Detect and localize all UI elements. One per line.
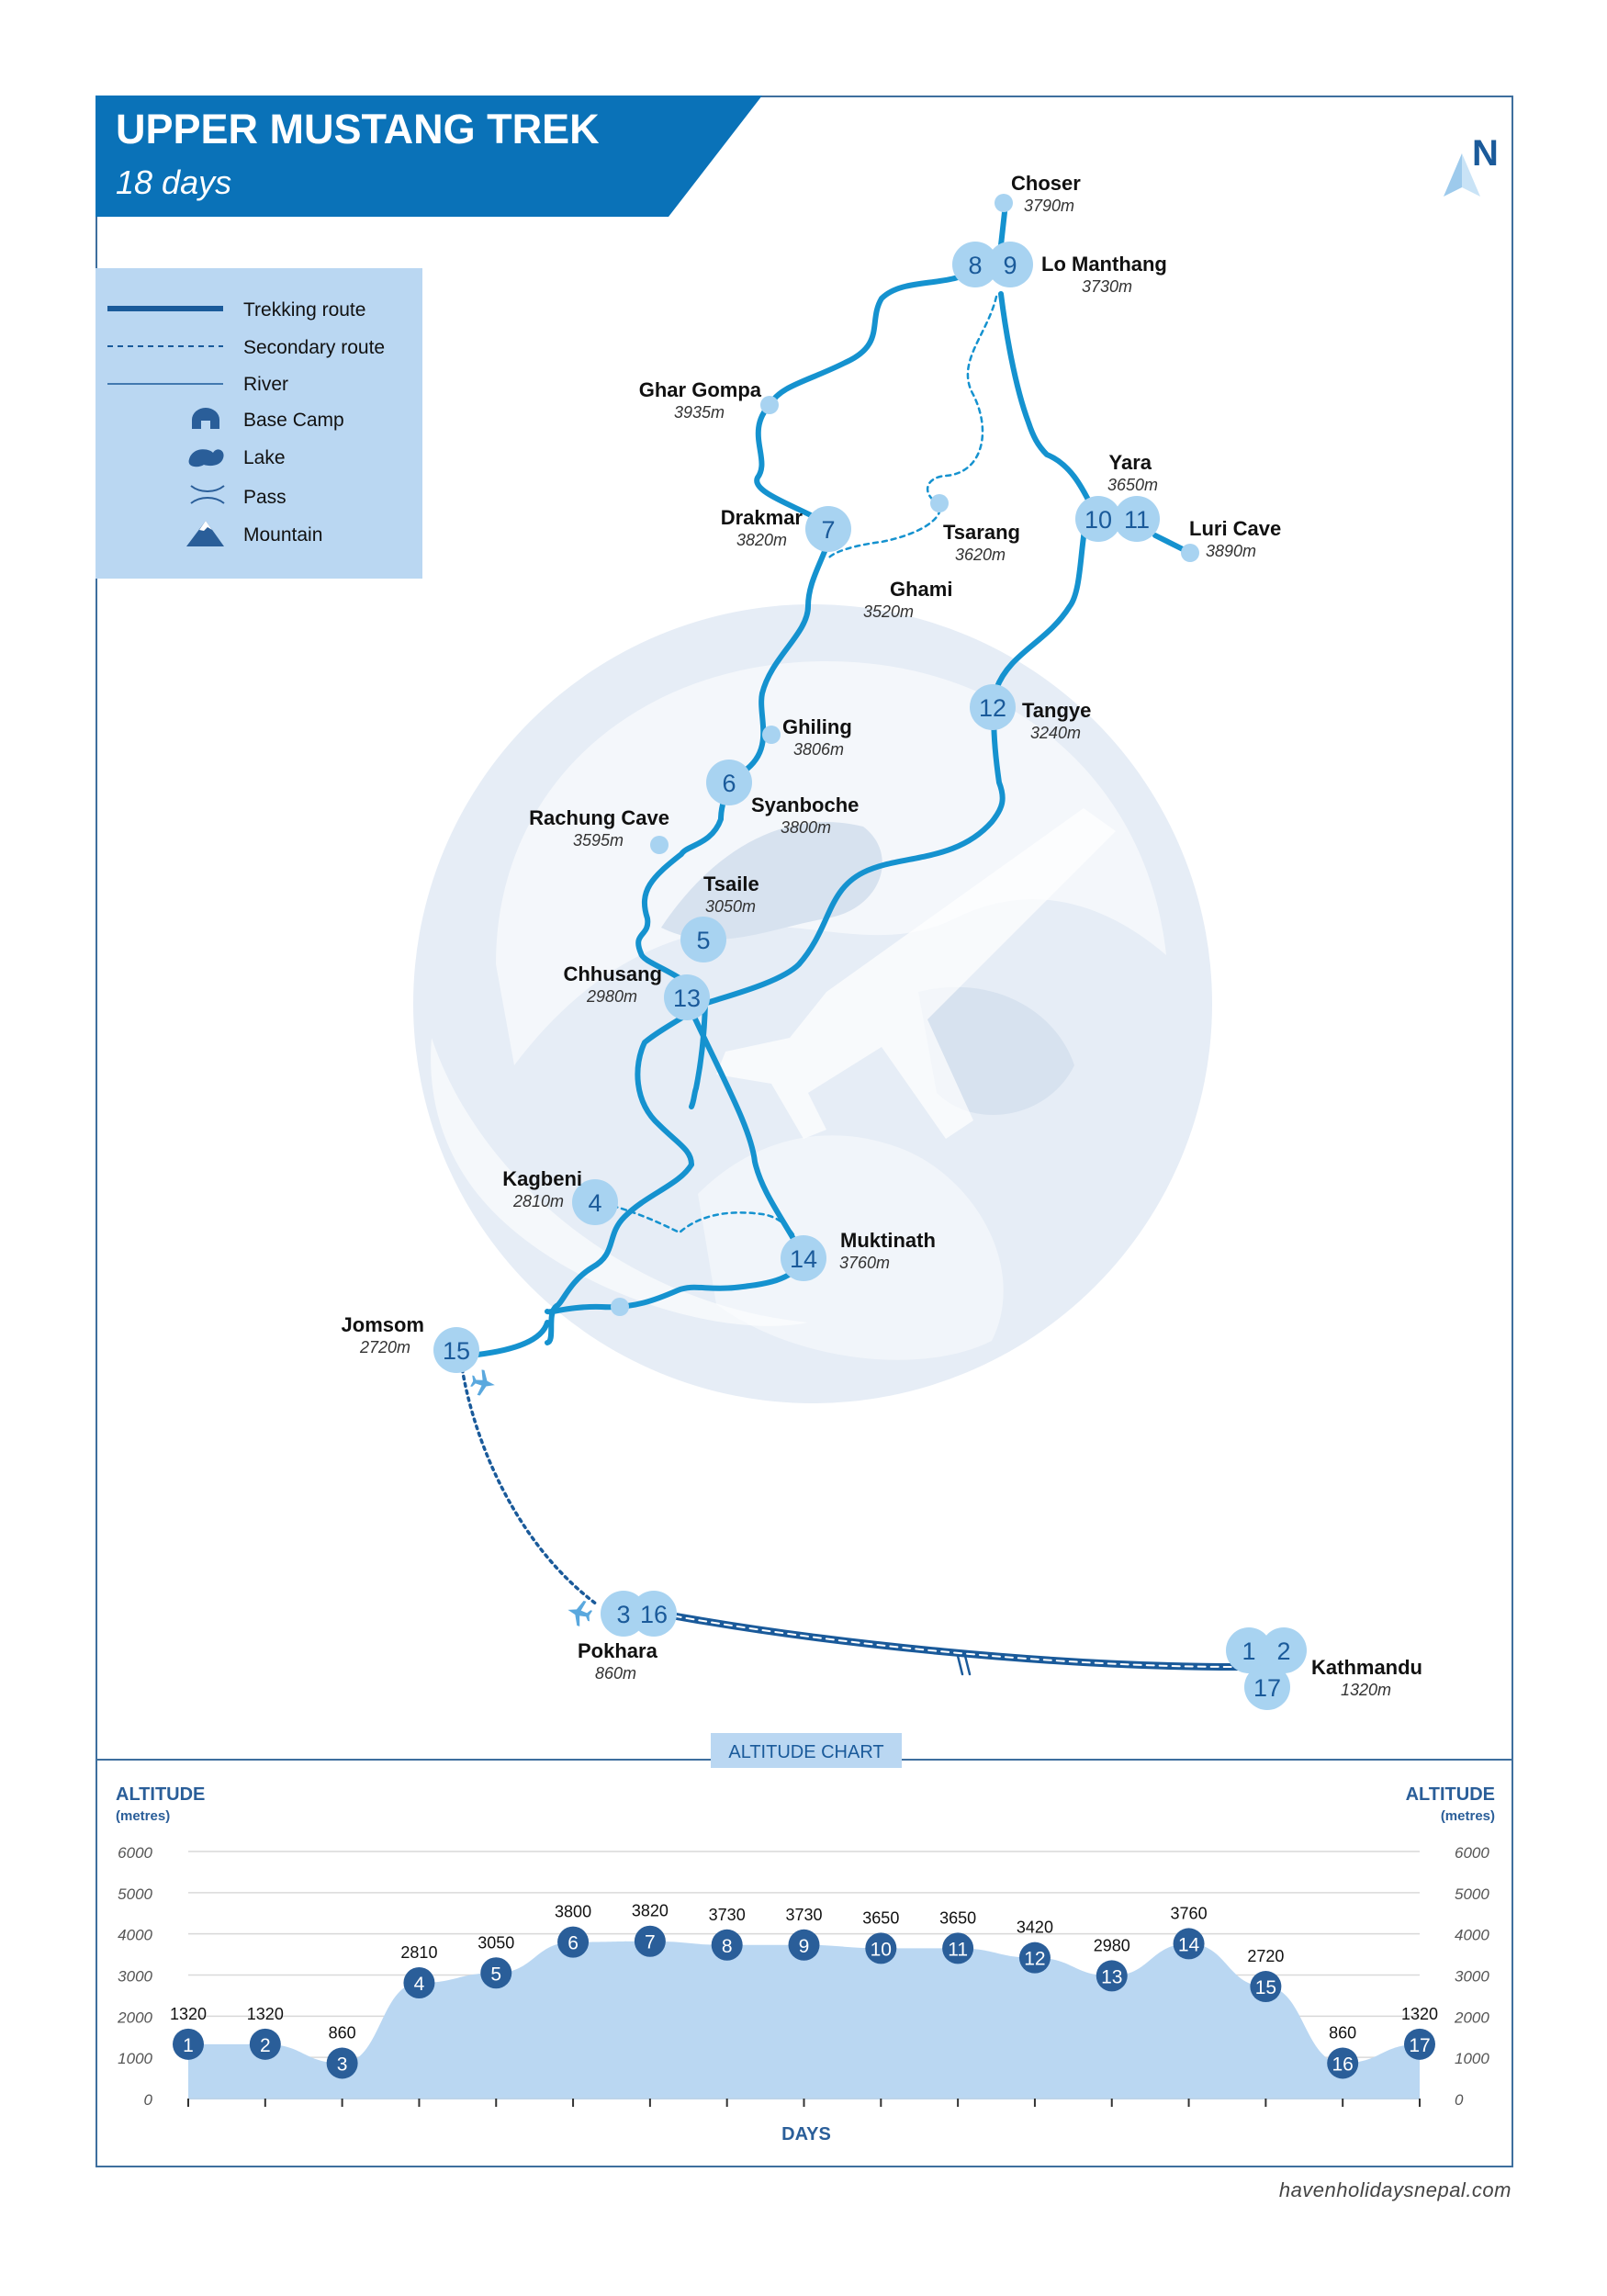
plane-icon-pokhara xyxy=(565,1597,594,1628)
header-banner xyxy=(96,96,762,217)
place-altitude-luri-cave: 3890m xyxy=(1206,542,1257,560)
day-marker-5: 5 xyxy=(696,927,711,954)
footer-website[interactable]: havenholidaysnepal.com xyxy=(1278,2178,1511,2201)
altitude-point-day-10: 10 xyxy=(870,1939,892,1961)
place-altitude-drakmar: 3820m xyxy=(736,531,787,549)
legend-label-secondary-route: Secondary route xyxy=(243,337,386,358)
place-altitude-muktinath: 3760m xyxy=(839,1254,891,1272)
place-name-syanboche: Syanboche xyxy=(751,793,860,816)
altitude-value-label-12: 3420 xyxy=(1016,1918,1053,1937)
place-altitude-yara: 3650m xyxy=(1107,476,1158,494)
y-tick-right-5000: 5000 xyxy=(1455,1885,1489,1903)
y-tick-left-5000: 5000 xyxy=(118,1885,152,1903)
y-tick-left-1000: 1000 xyxy=(118,2050,152,2068)
place-name-pokhara: Pokhara xyxy=(578,1639,657,1662)
legend xyxy=(96,268,422,579)
altitude-point-day-12: 12 xyxy=(1024,1948,1046,1970)
day-marker-13: 13 xyxy=(672,985,702,1012)
altitude-value-label-17: 1320 xyxy=(1400,2004,1439,2023)
trek-route-west-loop xyxy=(757,266,978,531)
altitude-point-day-2: 2 xyxy=(259,2034,271,2056)
road-break-mark xyxy=(958,1656,970,1674)
altitude-point-day-7: 7 xyxy=(645,1931,656,1953)
altitude-point-day-8: 8 xyxy=(721,1935,733,1957)
y-tick-left-6000: 6000 xyxy=(118,1844,152,1862)
place-name-yara: Yara xyxy=(1108,451,1152,474)
place-altitude-pokhara: 860m xyxy=(595,1664,637,1683)
compass xyxy=(1444,133,1499,197)
waypoint-river-crossing xyxy=(611,1298,629,1316)
altitude-chart-header xyxy=(96,1733,1513,1768)
altitude-value-label-7: 3820 xyxy=(631,1901,669,1920)
place-name-ghar-gompa: Ghar Gompa xyxy=(638,378,761,401)
altitude-chart-tab: ALTITUDE CHART xyxy=(728,1742,884,1762)
place-name-muktinath: Muktinath xyxy=(840,1229,936,1252)
flight-route xyxy=(459,1347,597,1604)
y-tick-right-6000: 6000 xyxy=(1455,1844,1489,1862)
day-marker-7: 7 xyxy=(821,516,836,544)
place-name-tangye: Tangye xyxy=(1022,699,1092,722)
altitude-value-label-3: 860 xyxy=(328,2023,356,2043)
altitude-value-label-5: 3050 xyxy=(478,1933,515,1953)
day-marker-9: 9 xyxy=(1003,252,1017,279)
legend-label-base-camp: Base Camp xyxy=(243,410,344,431)
place-name-rachung-cave: Rachung Cave xyxy=(529,806,669,829)
place-name-ghiling: Ghiling xyxy=(782,715,852,738)
y-axis-title-right: ALTITUDE xyxy=(1405,1784,1495,1805)
place-name-chhusang: Chhusang xyxy=(563,962,662,985)
altitude-value-label-2: 1320 xyxy=(246,2004,284,2023)
legend-label-mountain: Mountain xyxy=(243,524,323,546)
compass-north-label: N xyxy=(1472,133,1499,174)
altitude-point-day-1: 1 xyxy=(183,2034,194,2056)
legend-label-trekking-route: Trekking route xyxy=(243,299,366,321)
altitude-point-day-13: 13 xyxy=(1101,1966,1123,1988)
altitude-point-day-16: 16 xyxy=(1332,2054,1354,2076)
place-altitude-tsarang: 3620m xyxy=(955,546,1006,564)
y-axis-unit-left: (metres) xyxy=(116,1808,171,1824)
place-name-kathmandu: Kathmandu xyxy=(1311,1656,1422,1679)
altitude-value-label-11: 3650 xyxy=(939,1908,977,1928)
altitude-point-day-14: 14 xyxy=(1177,1934,1200,1956)
x-axis-label: DAYS xyxy=(781,2124,831,2144)
y-tick-left-0: 0 xyxy=(143,2091,152,2109)
place-altitude-lo-manthang: 3730m xyxy=(1082,277,1133,296)
place-altitude-chhusang: 2980m xyxy=(586,987,637,1006)
place-altitude-rachung-cave: 3595m xyxy=(572,831,624,850)
altitude-value-label-4: 2810 xyxy=(400,1943,438,1963)
day-marker-1: 1 xyxy=(1242,1638,1256,1665)
place-name-kagbeni: Kagbeni xyxy=(502,1167,582,1190)
waypoint-ghar-gompa xyxy=(760,396,779,414)
page-subtitle: 18 days xyxy=(116,163,232,201)
place-altitude-tangye: 3240m xyxy=(1030,724,1082,742)
y-tick-left-3000: 3000 xyxy=(118,1967,152,1986)
day-marker-3: 3 xyxy=(616,1601,631,1628)
y-tick-left-2000: 2000 xyxy=(118,2009,152,2027)
day-marker-8: 8 xyxy=(968,252,983,279)
road-pokhara-kathmandu xyxy=(661,1614,1238,1667)
altitude-point-day-5: 5 xyxy=(490,1964,502,1986)
place-altitude-tsaile: 3050m xyxy=(705,897,757,916)
place-name-choser: Choser xyxy=(1011,172,1081,195)
place-altitude-ghami: 3520m xyxy=(863,602,915,621)
place-altitude-syanboche: 3800m xyxy=(781,818,832,837)
place-altitude-choser: 3790m xyxy=(1023,197,1074,215)
altitude-point-day-11: 11 xyxy=(948,1939,969,1961)
altitude-point-day-3: 3 xyxy=(336,2054,348,2076)
place-name-drakmar: Drakmar xyxy=(720,506,803,529)
day-marker-14: 14 xyxy=(789,1245,818,1273)
trek-route-jomsom-end xyxy=(478,1322,547,1355)
day-marker-4: 4 xyxy=(588,1189,602,1217)
altitude-value-label-14: 3760 xyxy=(1170,1904,1208,1923)
waypoint-ghiling xyxy=(762,726,781,744)
road-center-dash xyxy=(661,1614,1238,1667)
y-tick-right-3000: 3000 xyxy=(1455,1967,1489,1986)
place-altitude-jomsom: 2720m xyxy=(359,1338,410,1356)
altitude-value-label-6: 3800 xyxy=(555,1902,592,1921)
day-marker-10: 10 xyxy=(1084,506,1113,534)
day-marker-16: 16 xyxy=(639,1601,669,1628)
waypoint-tsarang xyxy=(930,494,949,512)
altitude-point-day-15: 15 xyxy=(1254,1977,1277,1999)
waypoint-choser xyxy=(995,194,1013,212)
altitude-area xyxy=(188,1941,1420,2099)
altitude-value-label-8: 3730 xyxy=(708,1905,746,1924)
legend-label-pass: Pass xyxy=(243,487,287,508)
legend-label-lake: Lake xyxy=(243,447,286,468)
place-altitude-ghar-gompa: 3935m xyxy=(673,403,725,422)
place-name-luri-cave: Luri Cave xyxy=(1189,517,1282,540)
y-tick-right-0: 0 xyxy=(1455,2091,1464,2109)
altitude-value-label-16: 860 xyxy=(1329,2023,1357,2043)
altitude-point-day-17: 17 xyxy=(1409,2034,1431,2056)
place-name-jomsom: Jomsom xyxy=(341,1313,424,1336)
place-altitude-ghiling: 3806m xyxy=(793,740,845,759)
place-name-lo-manthang: Lo Manthang xyxy=(1041,253,1167,276)
place-altitude-kagbeni: 2810m xyxy=(512,1192,564,1210)
altitude-point-day-6: 6 xyxy=(568,1932,579,1954)
altitude-value-label-13: 2980 xyxy=(1093,1936,1130,1955)
day-marker-6: 6 xyxy=(722,770,736,797)
day-marker-2: 2 xyxy=(1276,1638,1291,1665)
y-tick-right-1000: 1000 xyxy=(1455,2050,1489,2068)
place-name-tsaile: Tsaile xyxy=(703,872,759,895)
waypoint-rachung-cave xyxy=(650,836,669,854)
y-tick-right-4000: 4000 xyxy=(1455,1926,1489,1944)
page-title: UPPER MUSTANG TREK xyxy=(116,106,600,152)
altitude-value-label-15: 2720 xyxy=(1247,1947,1285,1966)
altitude-value-label-10: 3650 xyxy=(862,1908,900,1928)
altitude-point-day-4: 4 xyxy=(413,1974,425,1996)
altitude-value-label-1: 1320 xyxy=(169,2004,208,2023)
altitude-point-day-9: 9 xyxy=(798,1935,810,1957)
place-name-tsarang: Tsarang xyxy=(943,521,1020,544)
altitude-value-label-9: 3730 xyxy=(785,1905,823,1924)
y-axis-unit-right: (metres) xyxy=(1440,1808,1495,1824)
day-marker-11: 11 xyxy=(1123,506,1151,534)
waypoint-luri-cave xyxy=(1181,544,1199,562)
place-name-ghami: Ghami xyxy=(890,578,953,601)
y-tick-left-4000: 4000 xyxy=(118,1926,152,1944)
altitude-chart xyxy=(116,1784,1495,2144)
y-axis-title-left: ALTITUDE xyxy=(116,1784,206,1805)
y-tick-right-2000: 2000 xyxy=(1455,2009,1489,2027)
day-marker-12: 12 xyxy=(978,694,1007,722)
legend-label-river: River xyxy=(243,374,289,395)
day-marker-17: 17 xyxy=(1253,1674,1282,1702)
place-altitude-kathmandu: 1320m xyxy=(1341,1681,1392,1699)
plane-icon-jomsom xyxy=(469,1368,497,1398)
day-marker-15: 15 xyxy=(442,1337,471,1365)
